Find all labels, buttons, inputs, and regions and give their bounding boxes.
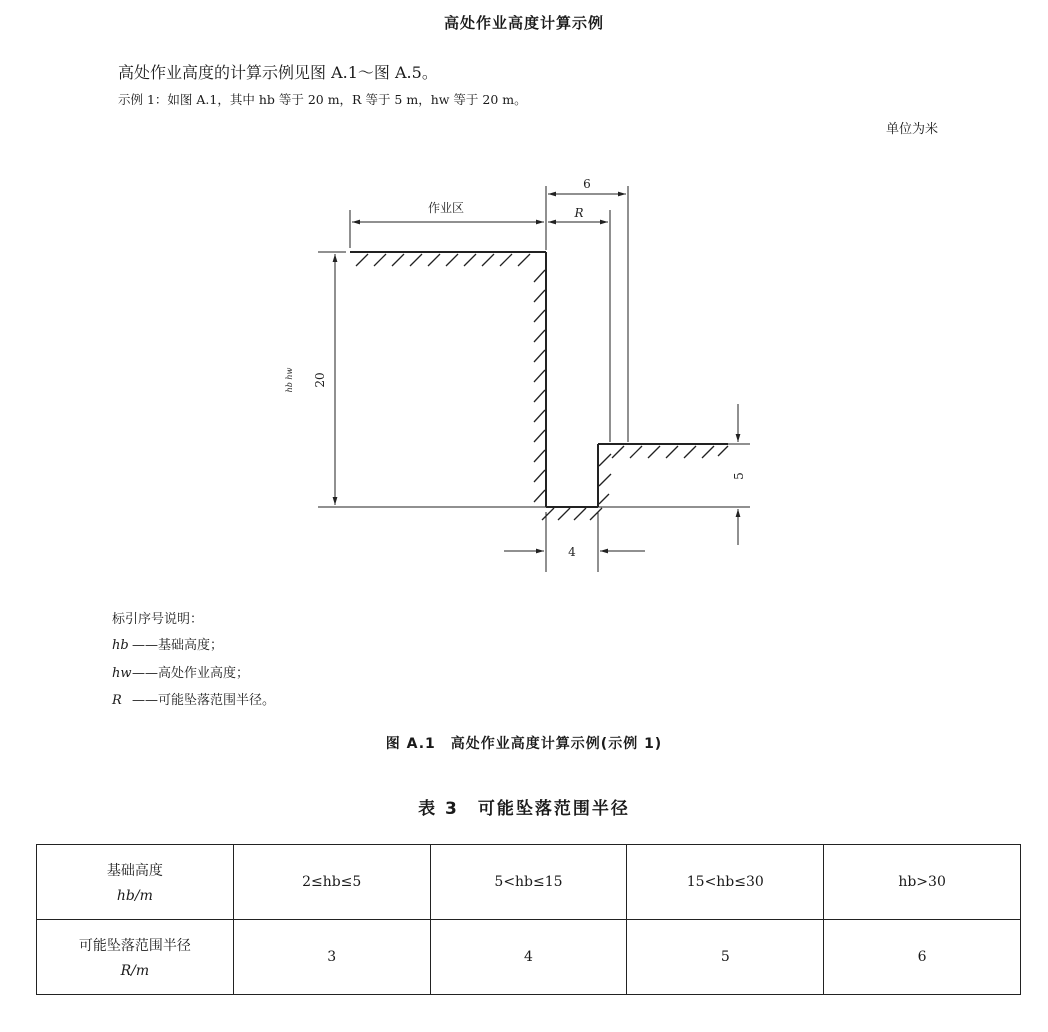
table-cell: hb>30 xyxy=(824,845,1021,920)
height-symbols-label: hb hw xyxy=(285,367,294,393)
table-cell: 15<hb≤30 xyxy=(627,845,824,920)
example-paragraph: 示例 1：如图 A.1，其中 hb 等于 20 m，R 等于 5 m，hw 等于 20 m。 xyxy=(118,92,527,107)
legend-symbol: hb xyxy=(112,638,129,653)
table-row xyxy=(37,845,1021,920)
dimension-top-label: 6 xyxy=(583,177,591,191)
figure-caption: 图 A.1 高处作业高度计算示例(示例 1) xyxy=(385,736,663,752)
table-cell: 2≤hb≤5 xyxy=(233,845,430,920)
table-header-text: 基础高度 xyxy=(106,863,163,879)
intro-paragraph: 高处作业高度的计算示例见图 A.1～图 A.5。 xyxy=(118,63,438,82)
table-caption: 表 3 可能坠落范围半径 xyxy=(418,799,630,819)
table-header-unit: R/m xyxy=(120,963,150,979)
legend-text: ——可能坠落范围半径。 xyxy=(132,693,276,708)
dimension-bottom-label: 4 xyxy=(568,545,576,559)
legend-symbol: hw xyxy=(112,666,132,681)
work-zone-label: 作业区 xyxy=(427,201,465,215)
page-title: 高处作业高度计算示例 xyxy=(443,14,604,32)
unit-note: 单位为米 xyxy=(886,122,939,137)
table-cell: 3 xyxy=(233,920,430,995)
table-row-header xyxy=(37,920,234,995)
dimension-height-label: 20 xyxy=(313,372,327,388)
dimension-step-label: 5 xyxy=(732,472,746,480)
table-header-text: 可能坠落范围半径 xyxy=(78,938,191,954)
legend-text: ——高处作业高度； xyxy=(132,666,250,681)
hatching xyxy=(356,254,728,520)
legend-item-hw xyxy=(112,662,249,681)
legend-item-hb xyxy=(112,634,223,653)
table-cell: 5 xyxy=(627,920,824,995)
radius-table xyxy=(36,844,1021,995)
table-row xyxy=(37,920,1021,995)
legend-text: ——基础高度； xyxy=(132,638,224,653)
table-cell: 6 xyxy=(824,920,1021,995)
table-header-unit: hb/m xyxy=(116,888,153,904)
legend-symbol: R xyxy=(112,693,122,708)
table-cell: 4 xyxy=(430,920,627,995)
table-cell: 5<hb≤15 xyxy=(430,845,627,920)
table-row-header xyxy=(37,845,234,920)
dimension-radius-label: R xyxy=(574,206,584,220)
legend-title: 标引序号说明： xyxy=(112,612,204,627)
legend-item-r xyxy=(112,689,275,708)
dimension-lines xyxy=(335,194,738,551)
extension-lines xyxy=(318,186,750,572)
